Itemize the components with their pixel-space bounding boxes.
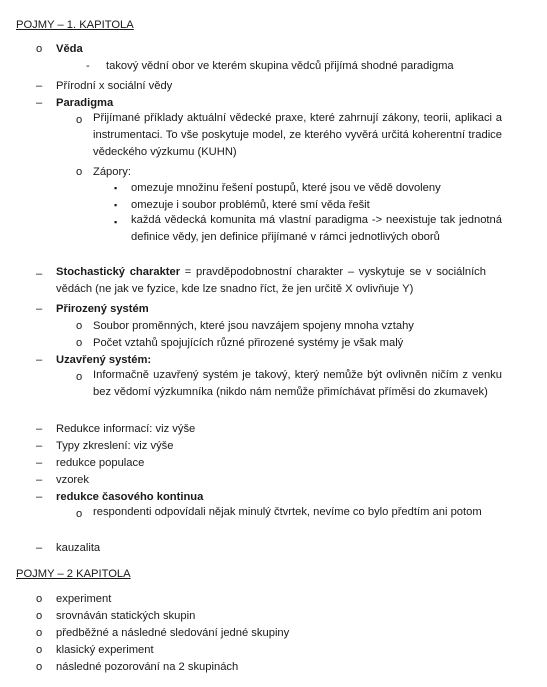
dash-bullet-icon: – — [36, 97, 43, 109]
term-redukce-informaci: Redukce informací: viz výše — [56, 423, 196, 435]
chapter2-item: klasický experiment — [56, 644, 154, 656]
term-stochasticky — [56, 264, 486, 298]
square-bullet-icon: ▪ — [114, 200, 118, 210]
term-prirozeny: Přirozený systém — [56, 303, 149, 315]
term-redukce-casoveho: redukce časového kontinua — [56, 491, 204, 503]
zapor-item: každá vědecká komunita má vlastní paradigma -> neexistuje tak jednotná definice vědy, jen definice přijímané v rámci jednotlivých oborů — [131, 214, 502, 243]
chapter1-heading: POJMY – 1. KAPITOLA — [16, 19, 134, 31]
term-prirodni: Přírodní x sociální vědy — [56, 80, 173, 92]
circle-bullet-icon: o — [36, 661, 43, 673]
dash-bullet-icon: – — [36, 474, 43, 486]
dash-bullet-icon: – — [36, 491, 43, 503]
circle-bullet-icon: o — [76, 337, 83, 349]
dash-bullet-icon: – — [36, 268, 43, 280]
circle-bullet-icon: o — [36, 610, 43, 622]
square-bullet-icon: ▪ — [114, 183, 118, 193]
circle-bullet-icon: o — [36, 644, 43, 656]
dash-bullet-icon: – — [36, 423, 43, 435]
redukce-casoveho-definition: respondenti odpovídali nějak minulý čtvrtek, nevíme co bylo předtím ani potom — [93, 506, 482, 518]
circle-bullet-icon: o — [76, 114, 83, 126]
chapter2-item: předběžné a následné sledování jedné skupiny — [56, 627, 290, 639]
dash-bullet-icon: – — [36, 303, 43, 315]
dash-bullet-icon: – — [36, 440, 43, 452]
prirozeny-item: Počet vztahů spojujících různé přirozené systémy je však malý — [93, 337, 404, 349]
term-uzavreny: Uzavřený systém: — [56, 354, 152, 366]
chapter2-item: následné pozorování na 2 skupinách — [56, 661, 239, 673]
zapor-item: omezuje množinu řešení postupů, které jsou ve vědě dovoleny — [131, 182, 441, 194]
dash-bullet-icon: – — [36, 354, 43, 366]
circle-bullet-icon: o — [76, 320, 83, 332]
term-paradigma: Paradigma — [56, 97, 114, 109]
stochasticky-definition: = pravděpodobnostní charakter – vyskytuje se v sociálních vědách (ne jak ve fyzice, kde lze snadno říct, že jen určitě X ovlivňuje Y) — [56, 266, 486, 295]
dash-bullet-icon: – — [36, 542, 43, 554]
chapter2-item: srovnáván statických skupin — [56, 610, 196, 622]
chapter2-heading: POJMY – 2 KAPITOLA — [16, 568, 131, 580]
chapter2-item: experiment — [56, 593, 112, 605]
term-vzorek: vzorek — [56, 474, 89, 486]
term-kauzalita: kauzalita — [56, 542, 101, 554]
term-redukce-populace: redukce populace — [56, 457, 145, 469]
uzavreny-definition: Informačně uzavřený systém je takový, který nemůže být ovlivněn ničím z venku bez vědomí výzkumníka (nikdo nám nemůže přimíchávat příměsi do zkumavek) — [93, 369, 502, 398]
dash-bullet-icon: – — [36, 80, 43, 92]
term-veda: Věda — [56, 43, 83, 55]
zapor-item: omezuje i soubor problémů, které smí věda řešit — [131, 199, 370, 211]
zapory-label: Zápory: — [93, 166, 131, 178]
veda-definition: takový vědní obor ve kterém skupina vědců přijímá shodné paradigma — [106, 60, 454, 72]
circle-bullet-icon: o — [36, 627, 43, 639]
circle-bullet-icon: o — [36, 43, 43, 55]
term-typy-zkresleni: Typy zkreslení: viz výše — [56, 440, 174, 452]
stochasticky-term: Stochastický charakter — [56, 266, 181, 278]
circle-bullet-icon: o — [36, 593, 43, 605]
circle-bullet-icon: o — [76, 166, 83, 178]
circle-bullet-icon: o — [76, 371, 83, 383]
paradigma-definition: Přijímané příklady aktuální vědecké praxe, které zahrnují zákony, teorii, aplikaci a instrumentaci. To vše poskytuje model, ze kterého vyvěrá určitá koherentní tradice vědeckého výzkumu (KUHN) — [93, 112, 502, 158]
dash-bullet-icon: - — [86, 60, 90, 72]
circle-bullet-icon: o — [76, 508, 83, 520]
dash-bullet-icon: – — [36, 457, 43, 469]
prirozeny-item: Soubor proměnných, které jsou navzájem spojeny mnoha vztahy — [93, 320, 414, 332]
square-bullet-icon: ▪ — [114, 217, 118, 227]
